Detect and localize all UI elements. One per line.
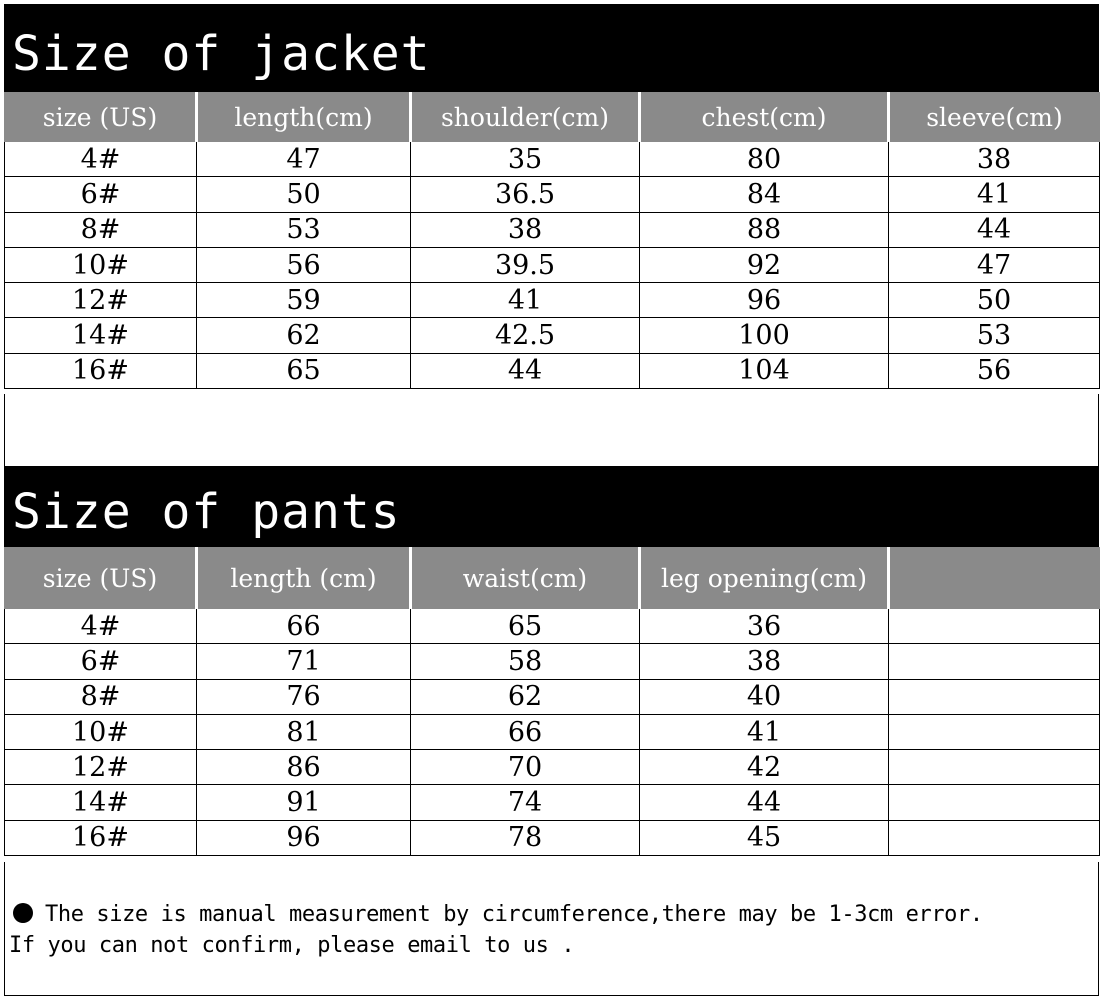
table-row: [5, 247, 1100, 282]
table-row: [5, 353, 1100, 388]
table-row: [5, 714, 1100, 749]
table-cell: 38: [889, 142, 1100, 177]
table-cell: 44: [640, 785, 889, 820]
table-cell: 59: [197, 283, 411, 318]
table-cell: 47: [889, 247, 1100, 282]
table-cell: 50: [197, 177, 411, 212]
note-line-2: [9, 933, 574, 958]
pants-header-waist: waist(cm): [411, 548, 640, 609]
table-cell: 14#: [5, 318, 197, 353]
table-cell: [889, 609, 1100, 644]
table-row: [5, 177, 1100, 212]
jacket-header-chest: chest(cm): [640, 93, 889, 142]
pants-header-row: [5, 548, 1100, 609]
table-cell: 91: [197, 785, 411, 820]
table-cell: 65: [197, 353, 411, 388]
table-cell: 12#: [5, 750, 197, 785]
table-cell: 38: [411, 212, 640, 247]
note-text-1: The size is manual measurement by circumference,there may be 1-3cm error.: [45, 902, 983, 927]
table-cell: 86: [197, 750, 411, 785]
table-cell: 38: [640, 644, 889, 679]
table-cell: 71: [197, 644, 411, 679]
pants-title-bar: [4, 466, 1099, 547]
jacket-header-shoulder: shoulder(cm): [411, 93, 640, 142]
table-cell: 62: [197, 318, 411, 353]
table-cell: 35: [411, 142, 640, 177]
table-cell: 45: [640, 820, 889, 855]
table-cell: 66: [411, 714, 640, 749]
jacket-size-table: [4, 92, 1100, 389]
table-cell: 66: [197, 609, 411, 644]
jacket-header-row: [5, 93, 1100, 142]
table-row: [5, 318, 1100, 353]
table-row: [5, 283, 1100, 318]
table-cell: 6#: [5, 644, 197, 679]
table-cell: 4#: [5, 142, 197, 177]
table-cell: 58: [411, 644, 640, 679]
table-cell: 39.5: [411, 247, 640, 282]
table-cell: 74: [411, 785, 640, 820]
table-cell: 41: [889, 177, 1100, 212]
table-cell: 10#: [5, 714, 197, 749]
table-row: [5, 644, 1100, 679]
jacket-header-length: length(cm): [197, 93, 411, 142]
table-cell: 50: [889, 283, 1100, 318]
table-cell: 53: [889, 318, 1100, 353]
table-cell: [889, 820, 1100, 855]
jacket-title: Size of jacket: [12, 26, 431, 82]
table-cell: 88: [640, 212, 889, 247]
table-cell: 8#: [5, 212, 197, 247]
note-text-2: If you can not confirm, please email to us .: [9, 933, 575, 958]
table-row: [5, 785, 1100, 820]
table-cell: 12#: [5, 283, 197, 318]
table-cell: 104: [640, 353, 889, 388]
table-cell: 14#: [5, 785, 197, 820]
table-cell: 10#: [5, 247, 197, 282]
table-cell: 42: [640, 750, 889, 785]
pants-header-size: size (US): [5, 548, 197, 609]
table-cell: 36.5: [411, 177, 640, 212]
table-cell: 8#: [5, 679, 197, 714]
table-cell: 53: [197, 212, 411, 247]
table-cell: 47: [197, 142, 411, 177]
pants-header-length: length (cm): [197, 548, 411, 609]
table-cell: 36: [640, 609, 889, 644]
table-cell: 92: [640, 247, 889, 282]
table-cell: 96: [197, 820, 411, 855]
table-cell: [889, 644, 1100, 679]
table-cell: 81: [197, 714, 411, 749]
table-cell: 6#: [5, 177, 197, 212]
table-cell: 16#: [5, 820, 197, 855]
jacket-header-size: size (US): [5, 93, 197, 142]
table-row: [5, 212, 1100, 247]
table-row: [5, 750, 1100, 785]
jacket-header-sleeve: sleeve(cm): [889, 93, 1100, 142]
table-cell: [889, 714, 1100, 749]
table-cell: 84: [640, 177, 889, 212]
table-cell: 44: [889, 212, 1100, 247]
table-cell: 80: [640, 142, 889, 177]
table-row: [5, 142, 1100, 177]
bullet-icon: [13, 903, 33, 923]
table-cell: 56: [197, 247, 411, 282]
table-cell: 16#: [5, 353, 197, 388]
table-cell: 41: [640, 714, 889, 749]
table-row: [5, 820, 1100, 855]
section-spacer: [4, 394, 1099, 466]
table-cell: 70: [411, 750, 640, 785]
jacket-title-bar: [4, 4, 1099, 92]
pants-title: Size of pants: [12, 484, 401, 540]
measurement-note: [4, 862, 1099, 996]
table-cell: 56: [889, 353, 1100, 388]
table-cell: [889, 679, 1100, 714]
table-row: [5, 679, 1100, 714]
table-cell: 65: [411, 609, 640, 644]
note-line-1: [9, 902, 983, 927]
pants-size-table: [4, 547, 1100, 856]
table-cell: 76: [197, 679, 411, 714]
table-cell: 100: [640, 318, 889, 353]
table-cell: 78: [411, 820, 640, 855]
table-cell: [889, 785, 1100, 820]
pants-header-leg-opening: leg opening(cm): [640, 548, 889, 609]
table-cell: 62: [411, 679, 640, 714]
table-row: [5, 609, 1100, 644]
table-cell: 40: [640, 679, 889, 714]
table-cell: [889, 750, 1100, 785]
table-cell: 41: [411, 283, 640, 318]
table-cell: 96: [640, 283, 889, 318]
table-cell: 4#: [5, 609, 197, 644]
pants-header-empty: [889, 548, 1100, 609]
table-cell: 44: [411, 353, 640, 388]
table-cell: 42.5: [411, 318, 640, 353]
